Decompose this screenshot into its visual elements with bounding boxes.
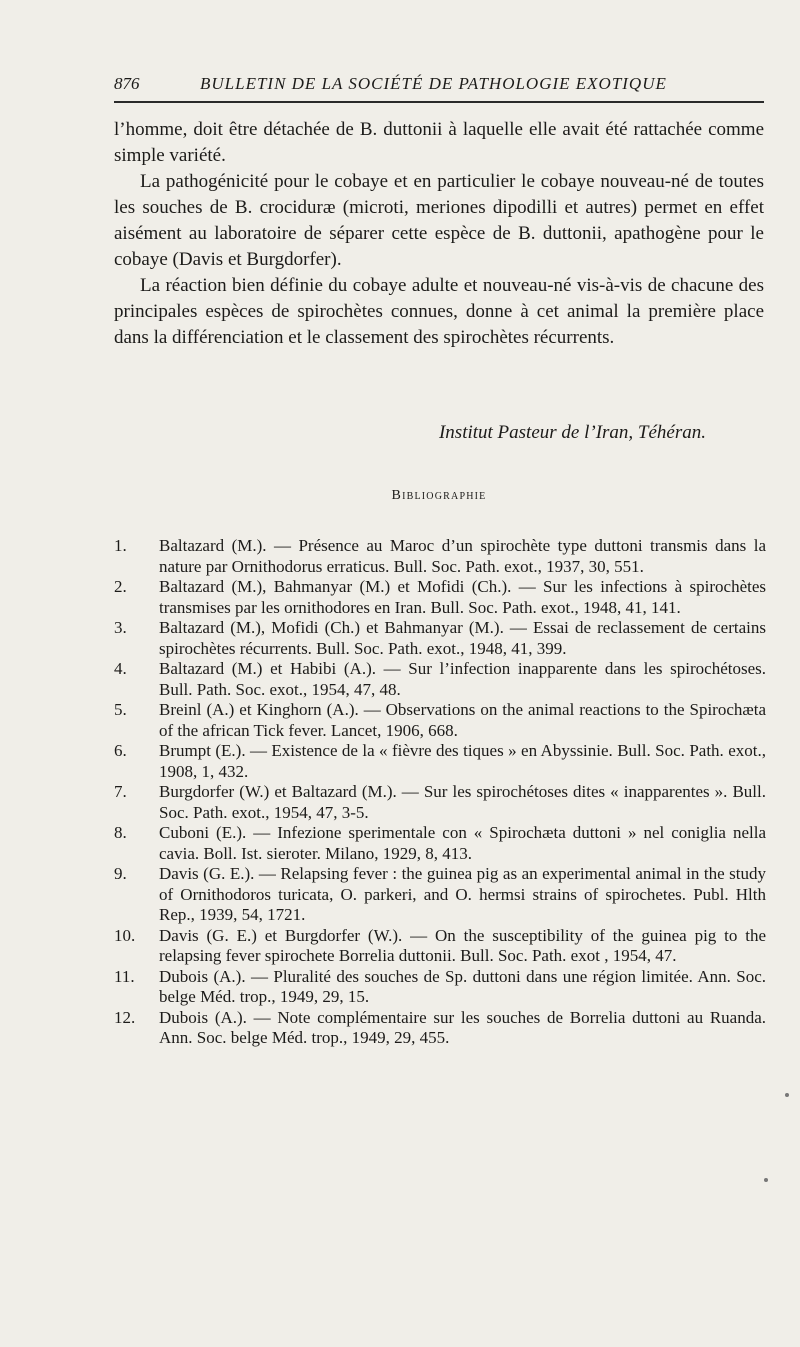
scan-speck	[764, 1178, 768, 1182]
reference-number: 12.	[114, 1007, 136, 1027]
reference-item	[114, 741, 766, 782]
reference-number: 11.	[114, 966, 135, 986]
reference-item	[114, 577, 766, 618]
reference-text: Baltazard (M.), Mofidi (Ch.) et Bahmanyar (M.). — Essai de reclassement de certains spirochètes récurrents. Bull. Soc. Path. exot., 1948, 41, 399.	[159, 618, 766, 658]
reference-text: Davis (G. E.). — Relapsing fever : the guinea pig as an experimental animal in the study of Ornithodoros turicata, O. parkeri, and O. hermsi strains of spirochetes. Publ. Hlth Rep., 1939, 54, 1721.	[159, 864, 766, 924]
reference-item	[114, 782, 766, 823]
reference-number: 4.	[114, 659, 127, 678]
reference-list	[114, 536, 766, 1049]
reference-number: 3.	[114, 618, 127, 637]
reference-item	[114, 700, 766, 741]
body-paragraph: La réaction bien définie du cobaye adulte et nouveau-né vis-à-vis de chacune des principales espèces de spirochètes connues, donne à cet animal la première place dans la différenciation et le classement des spirochètes récurrents.	[114, 275, 764, 348]
reference-number: 5.	[114, 700, 127, 719]
header-rule	[114, 101, 764, 103]
scan-speck	[785, 1093, 789, 1097]
reference-item	[114, 618, 766, 659]
body-paragraph: La pathogénicité pour le cobaye et en particulier le cobaye nouveau-né de toutes les souches de B. crociduræ (microti, meriones dipodilli et autres) permet en effet aisément au laboratoire de séparer cette espèce de B. duttonii, apathogène pour le cobaye (Davis et Burgdorfer).	[114, 171, 764, 270]
reference-item	[114, 926, 766, 967]
reference-text: Dubois (A.). — Pluralité des souches de Sp. duttoni dans une région limitée. Ann. Soc. belge Méd. trop., 1949, 29, 15.	[159, 966, 766, 1006]
reference-text: Baltazard (M.). — Présence au Maroc d’un spirochète type duttoni transmis dans la nature par Ornithodorus erraticus. Bull. Soc. Path. exot., 1937, 30, 551.	[159, 536, 766, 576]
reference-number: 10.	[114, 925, 136, 945]
reference-item	[114, 659, 766, 700]
reference-number: 8.	[114, 823, 127, 842]
reference-item	[114, 536, 766, 577]
reference-item	[114, 1008, 766, 1049]
bibliography-heading: Bibliographie	[391, 488, 487, 503]
reference-text: Brumpt (E.). — Existence de la « fièvre des tiques » en Abyssinie. Bull. Soc. Path. exot., 1908, 1, 432.	[159, 741, 766, 781]
reference-number: 7.	[114, 782, 127, 801]
reference-item	[114, 864, 766, 926]
page-number: 876	[114, 74, 140, 93]
affiliation: Institut Pasteur de l’Iran, Téhéran.	[438, 422, 706, 443]
reference-text: Burgdorfer (W.) et Baltazard (M.). — Sur les spirochétoses dites « inapparentes ». Bull. Soc. Path. exot., 1954, 47, 3-5.	[159, 782, 766, 822]
reference-text: Cuboni (E.). — Infezione sperimentale con « Spirochæta duttoni » nel coniglia nella cavia. Boll. Ist. sieroter. Milano, 1929, 8, 413.	[159, 823, 766, 863]
reference-number: 1.	[114, 536, 127, 555]
reference-number: 2.	[114, 577, 127, 596]
reference-text: Breinl (A.) et Kinghorn (A.). — Observations on the animal reactions to the Spirochæta of the african Tick fever. Lancet, 1906, 668.	[159, 700, 766, 740]
reference-number: 6.	[114, 741, 127, 760]
reference-number: 9.	[114, 864, 127, 883]
reference-text: Dubois (A.). — Note complémentaire sur les souches de Borrelia duttoni au Ruanda. Ann. Soc. belge Méd. trop., 1949, 29, 455.	[159, 1007, 766, 1047]
running-title: BULLETIN DE LA SOCIÉTÉ DE PATHOLOGIE EXOTIQUE	[200, 74, 667, 93]
article-body	[114, 117, 764, 351]
page-header	[114, 74, 764, 98]
reference-item	[114, 967, 766, 1008]
reference-item	[114, 823, 766, 864]
reference-text: Baltazard (M.), Bahmanyar (M.) et Mofidi (Ch.). — Sur les infections à spirochètes transmises par les ornithodores en Iran. Bull. Soc. Path. exot., 1948, 41, 141.	[159, 577, 766, 617]
reference-text: Baltazard (M.) et Habibi (A.). — Sur l’infection inapparente dans les spirochétoses. Bull. Path. Soc. exot., 1954, 47, 48.	[159, 659, 766, 699]
body-paragraph: l’homme, doit être détachée de B. duttonii à laquelle elle avait été rattachée comme simple variété.	[114, 119, 764, 166]
reference-text: Davis (G. E.) et Burgdorfer (W.). — On the susceptibility of the guinea pig to the relapsing fever spirochete Borrelia duttonii. Bull. Soc. Path. exot , 1954, 47.	[159, 925, 766, 965]
